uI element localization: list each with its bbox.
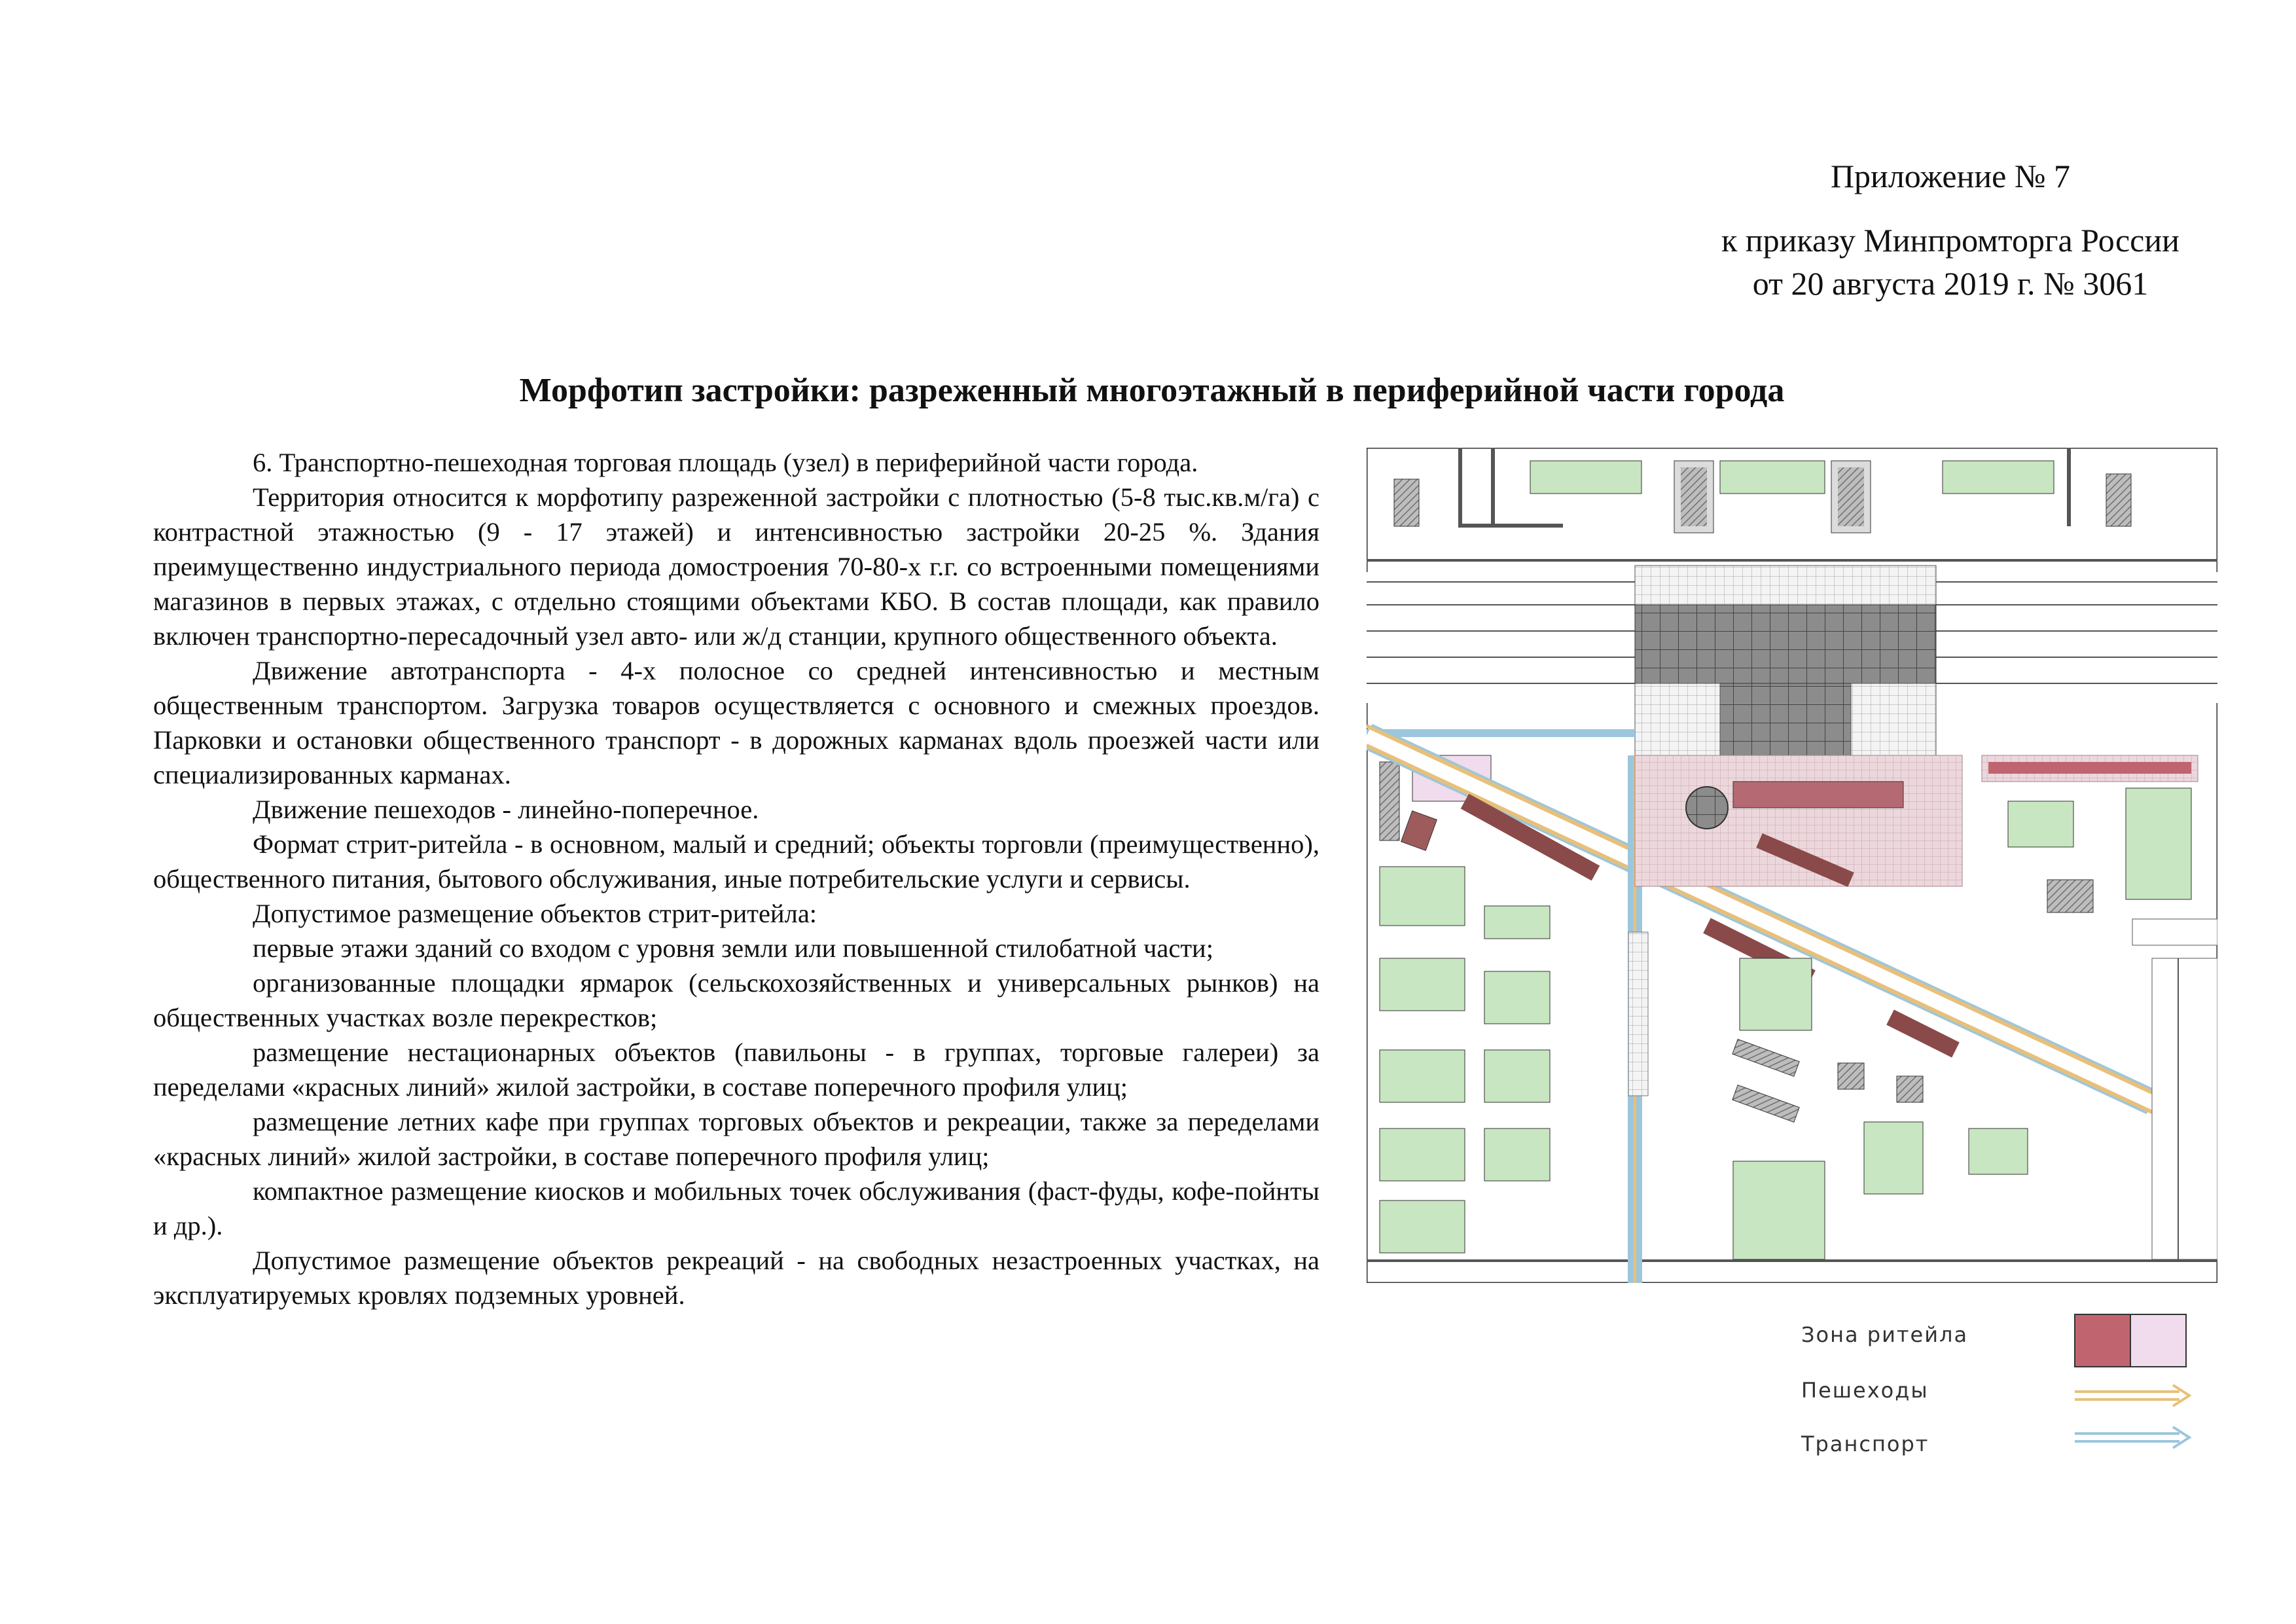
legend-retail-label: Зона ритейла	[1801, 1322, 1969, 1347]
paragraph: организованные площадки ярмарок (сельскохозяйственных и универсальных рынков) на общественных участках возле перекрестков;	[153, 968, 1319, 1032]
order-line-1: к приказу Минпромторга России	[1721, 222, 2179, 259]
transport-arrow-icon	[2075, 1427, 2189, 1448]
retail-dark-swatch	[2075, 1314, 2130, 1367]
appendix-number: Приложение № 7	[1830, 158, 2071, 194]
paragraph: Движение пешеходов - линейно-поперечное.	[253, 795, 759, 824]
legend-swatches	[2068, 1308, 2199, 1452]
paragraph: Допустимое размещение объектов рекреаций - на свободных незастроенных участках, на эксплуатируемых кровлях подземных уровней.	[153, 1246, 1319, 1310]
paragraph: размещение летних кафе при группах торговых объектов и рекреации, также за переделами «красных линий» жилой застройки, в составе поперечного профиля улиц;	[153, 1107, 1319, 1171]
site-plan-map	[1367, 448, 2217, 1283]
order-line-2: от 20 августа 2019 г. № 3061	[1752, 265, 2149, 302]
pedestrian-arrow-icon	[2075, 1385, 2189, 1406]
order-reference	[1643, 219, 2258, 305]
paragraph: Движение автотранспорта - 4-х полосное со средней интенсивностью и местным общественным транспортом. Загрузка товаров осуществляется с основного и смежных проездов. Парковки и остановки общественного транспорт - в дорожных карманах вдоль проезжей части или специализированных карманах.	[153, 656, 1319, 789]
retail-light-swatch	[2130, 1314, 2186, 1367]
paragraph: компактное размещение киосков и мобильных точек обслуживания (фаст-фуды, кофе-пойнты и др.).	[153, 1176, 1319, 1240]
paragraph: Формат стрит-ритейла - в основном, малый и средний; объекты торговли (преимущественно), общественного питания, бытового обслуживания, иные потребительские услуги и сервисы.	[153, 829, 1319, 893]
paragraph: 6. Транспортно-пешеходная торговая площадь (узел) в периферийной части города.	[253, 448, 1198, 477]
paragraph: Допустимое размещение объектов стрит-ритейла:	[253, 899, 817, 928]
body-text	[153, 445, 1319, 1312]
paragraph: первые этажи зданий со входом с уровня земли или повышенной стилобатной части;	[253, 933, 1213, 963]
paragraph: Территория относится к морфотипу разреженной застройки с плотностью (5-8 тыс.кв.м/га) с контрастной этажностью (9 - 17 этажей) и интенсивностью застройки 20-25 %. Здания преимущественно индустриального периода домостроения 70-80-х г.г. со встроенными помещениями магазинов в первых этажах, с отдельно стоящими объектами КБО. В состав площади, как правило включен транспортно-пересадочный узел авто- или ж/д станции, крупного общественного объекта.	[153, 482, 1319, 651]
document-title: Морфотип застройки: разреженный многоэтажный в периферийной части города	[519, 372, 1785, 409]
paragraph: размещение нестационарных объектов (павильоны - в группах, торговые галереи) за переделами «красных линий» жилой застройки, в составе поперечного профиля улиц;	[153, 1038, 1319, 1102]
legend-pedestrians-label: Пешеходы	[1801, 1378, 1929, 1403]
legend-transport-label: Транспорт	[1801, 1432, 1929, 1456]
